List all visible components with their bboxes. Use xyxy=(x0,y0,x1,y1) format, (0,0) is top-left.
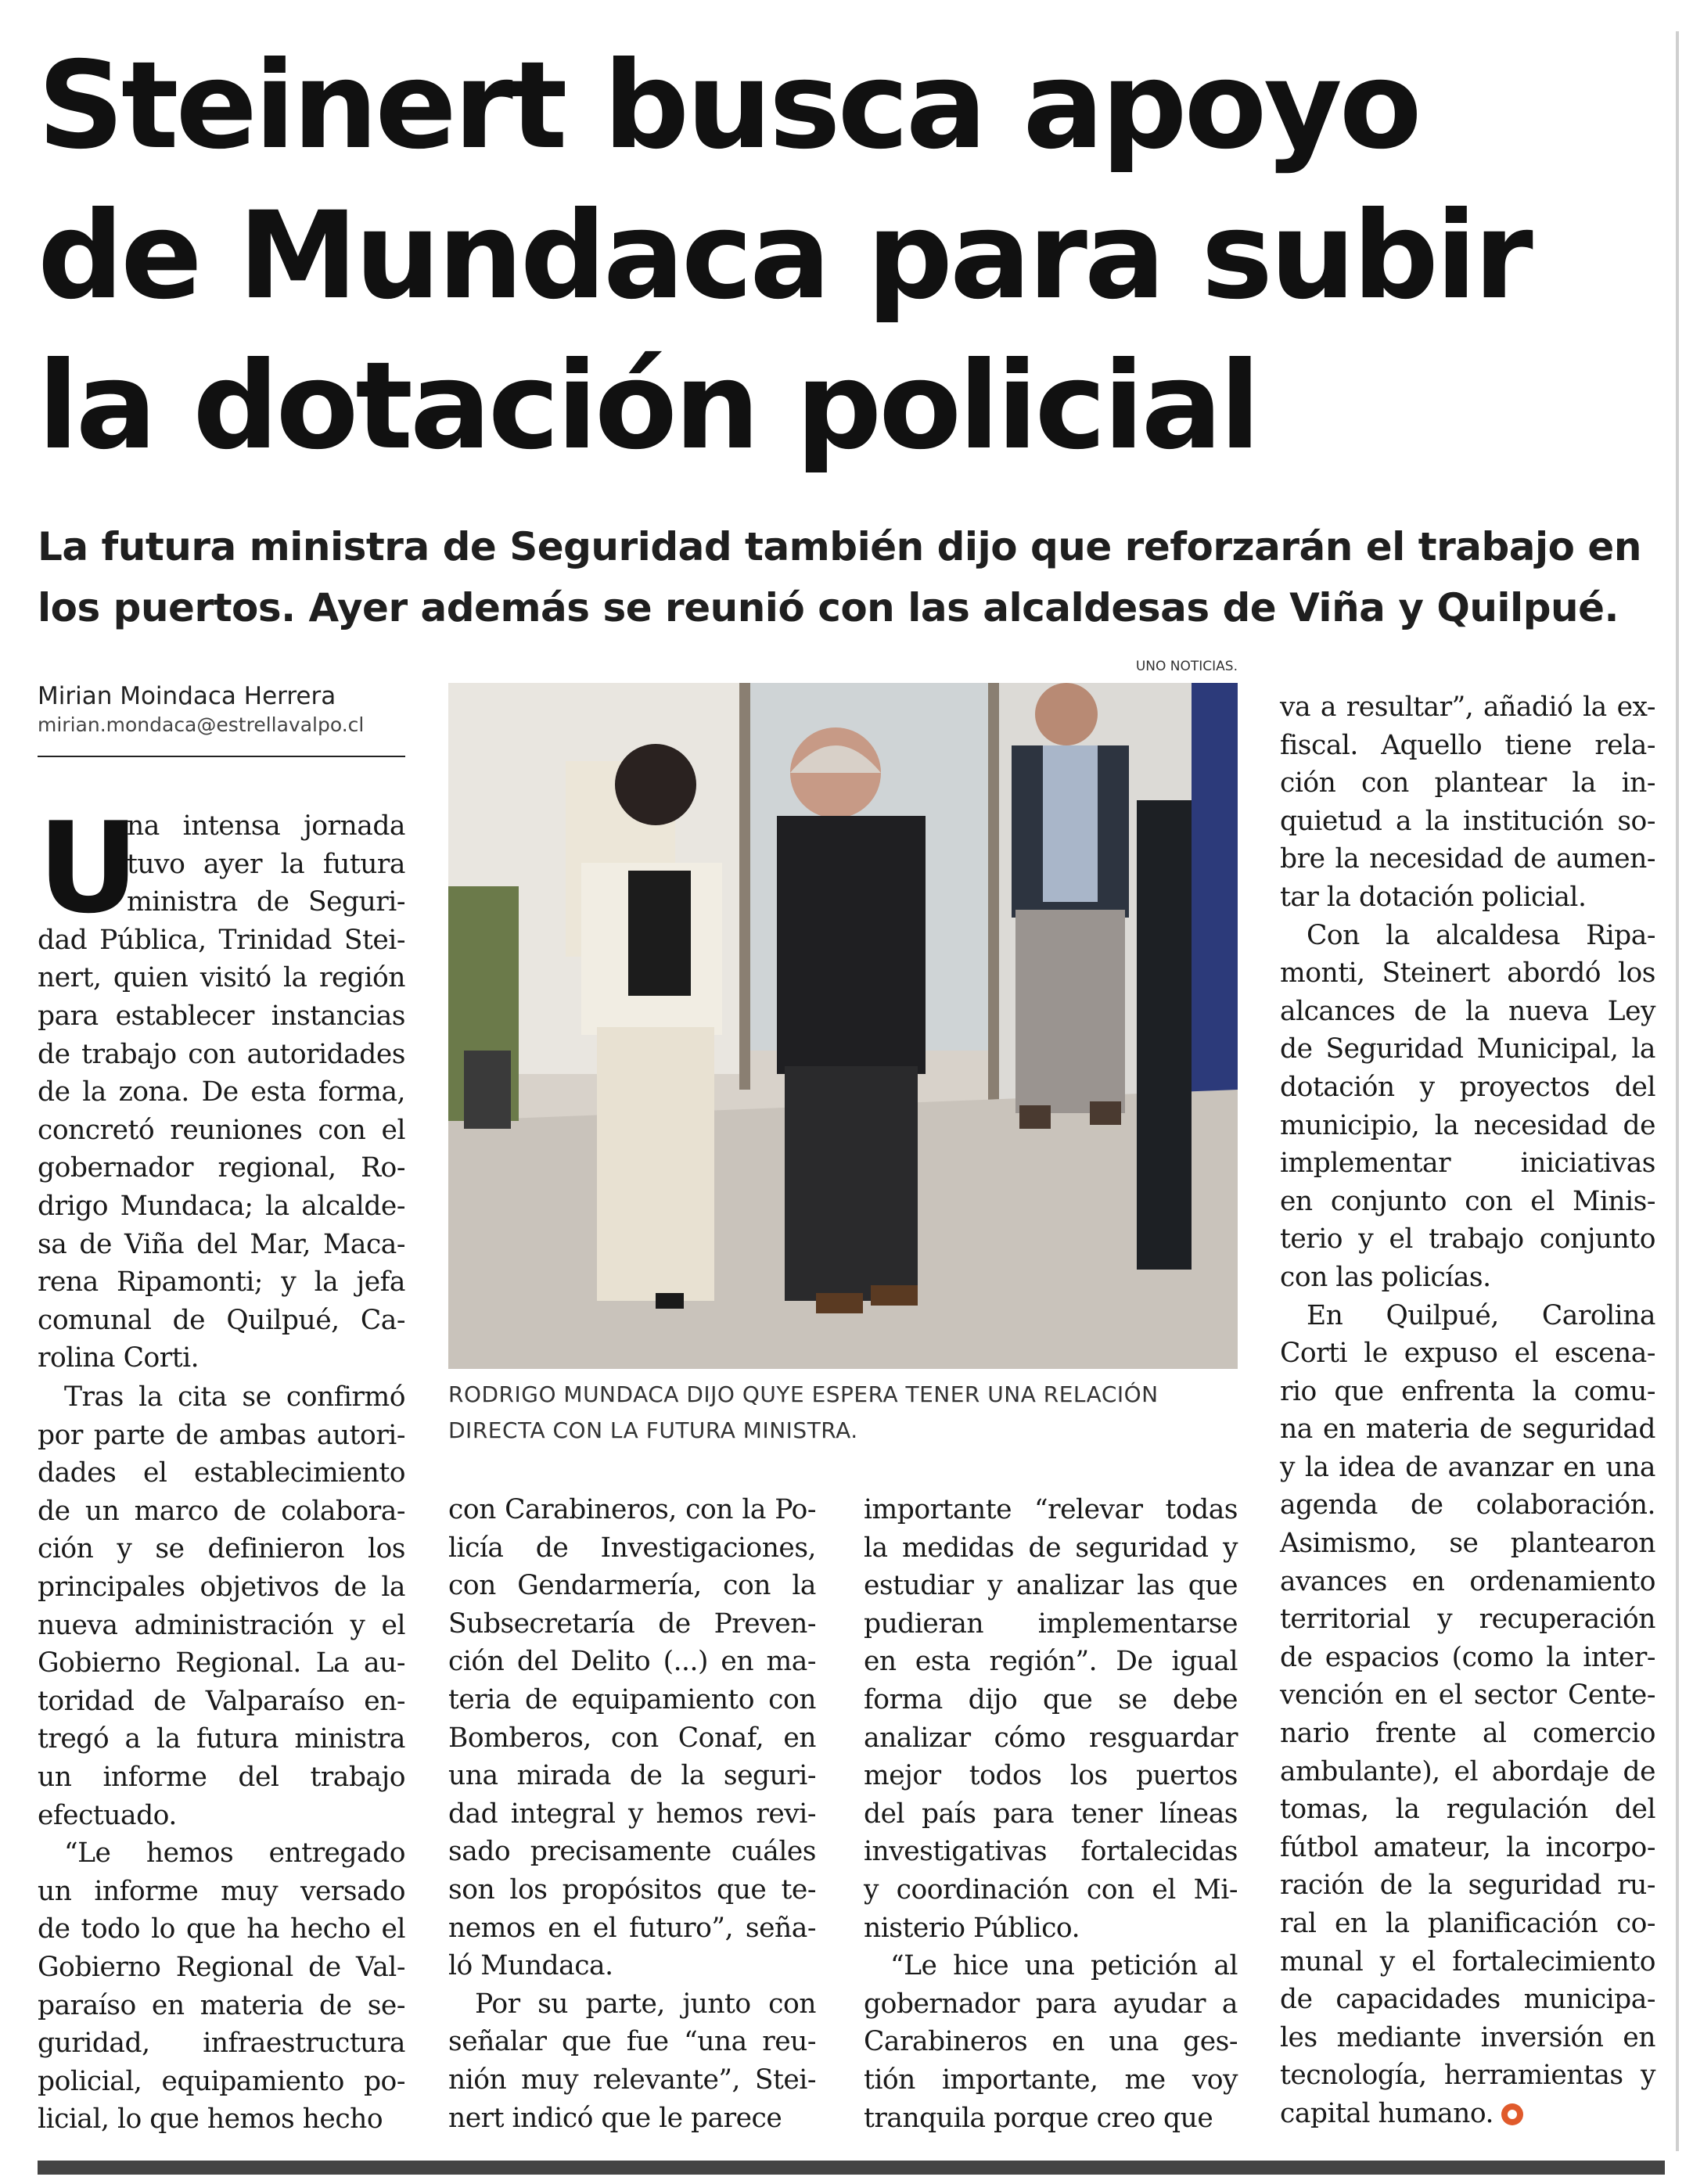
text-line: En Quilpué, Carolina xyxy=(1280,1299,1655,1331)
text-line: de Seguridad Municipal, la xyxy=(1280,1033,1655,1065)
text-line: fiscal. Aquello tiene rela- xyxy=(1280,729,1655,761)
text-line: tuvo ayer la futura xyxy=(127,848,405,880)
text-line: un informe muy versado xyxy=(38,1875,405,1907)
text-line: Bomberos, con Conaf, en xyxy=(448,1722,816,1754)
byline xyxy=(38,681,405,738)
text-line: estudiar y analizar las que xyxy=(864,1570,1238,1602)
text-line: un informe del trabajo xyxy=(38,1761,405,1793)
text-line: les mediante inversión en xyxy=(1280,2021,1655,2053)
text-line: nueva administración y el xyxy=(38,1609,405,1641)
drop-cap: U xyxy=(38,795,139,941)
text-line: en conjunto con el Minis- xyxy=(1280,1185,1655,1217)
caption-line: DIRECTA CON LA FUTURA MINISTRA. xyxy=(448,1417,858,1443)
text-line: principales objetivos de la xyxy=(38,1571,405,1603)
text-line: tión importante, me voy xyxy=(864,2064,1238,2096)
text-line: importante “relevar todas xyxy=(864,1494,1238,1525)
caption-line: RODRIGO MUNDACA DIJO QUYE ESPERA TENER UNA RELACIÓN xyxy=(448,1381,1159,1407)
text-line: ambulante), el abordaje de xyxy=(1280,1755,1655,1787)
text-line: ral en la planificación co- xyxy=(1280,1908,1655,1939)
text-line: y la idea de avanzar en una xyxy=(1280,1451,1655,1483)
deck xyxy=(38,516,1665,638)
headline-line: Steinert busca apoyo xyxy=(38,36,1419,176)
end-of-article-icon xyxy=(1501,2103,1523,2125)
text-line: son los propósitos que te- xyxy=(448,1873,816,1906)
text-line: investigativas fortalecidas xyxy=(864,1836,1238,1868)
text-line: analizar cómo resguardar xyxy=(864,1722,1238,1754)
text-line: comunal de Quilpué, Ca- xyxy=(38,1304,405,1336)
text-line: sado precisamente cuáles xyxy=(448,1836,816,1868)
text-line: avances en ordenamiento xyxy=(1280,1565,1655,1597)
text-line: licía de Investigaciones, xyxy=(448,1532,816,1564)
text-line: de capacidades municipa- xyxy=(1280,1984,1655,2016)
text-line: Asimismo, se plantearon xyxy=(1280,1528,1655,1560)
text-line: nisterio Público. xyxy=(864,1912,1080,1944)
text-line: tecnología, herramientas y xyxy=(1280,2060,1655,2092)
text-line: terio y el trabajo conjunto xyxy=(1280,1223,1655,1255)
text-line: señalar que fue “una reu- xyxy=(448,2026,816,2058)
text-line: y coordinación con el Mi- xyxy=(864,1873,1238,1906)
text-line: ción con plantear la in- xyxy=(1280,767,1655,799)
text-line: dotación y proyectos del xyxy=(1280,1071,1655,1103)
text-line: en esta región”. De igual xyxy=(864,1646,1238,1678)
text-line: Carabineros en una ges- xyxy=(864,2026,1238,2058)
byline-rule xyxy=(38,756,405,757)
text-line: “Le hice una petición al xyxy=(864,1950,1238,1982)
text-line: tregó a la futura ministra xyxy=(38,1723,405,1755)
text-line: tar la dotación policial. xyxy=(1280,881,1587,913)
text-line: efectuado. xyxy=(38,1799,177,1831)
text-line: Gobierno Regional. La au- xyxy=(38,1647,405,1679)
text-line: guridad, infraestructura xyxy=(38,2028,405,2060)
text-line: alcances de la nueva Ley xyxy=(1280,995,1655,1027)
text-line: licial, lo que hemos hecho xyxy=(38,2103,383,2136)
text-line: gobernador regional, Ro- xyxy=(38,1152,405,1184)
text-line: una mirada de la seguri- xyxy=(448,1760,816,1792)
text-line: forma dijo que se debe xyxy=(864,1683,1238,1715)
text-line: Corti le expuso el escena- xyxy=(1280,1338,1655,1370)
text-line: nemos en el futuro”, seña- xyxy=(448,1912,816,1944)
text-line: implementar iniciativas xyxy=(1280,1148,1655,1180)
author-email[interactable]: mirian.mondaca@estrellavalpo.cl xyxy=(38,713,365,736)
photo-illustration xyxy=(448,683,1238,1369)
photo-credit: UNO NOTICIAS. xyxy=(1135,659,1238,674)
text-line: nión muy relevante”, Stei- xyxy=(448,2064,816,2096)
article-column-1 xyxy=(38,795,405,1378)
text-line: ló Mundaca. xyxy=(448,1950,613,1982)
article-column-4 xyxy=(1280,688,1655,2133)
text-line: de un marco de colabora- xyxy=(38,1495,405,1527)
deck-line: los puertos. Ayer además se reunió con las alcaldesas de Viña y Quilpué. xyxy=(38,585,1619,630)
headline xyxy=(38,31,1665,482)
article-column-2 xyxy=(448,1491,816,2137)
text-line: de la zona. De esta forma, xyxy=(38,1076,405,1108)
text-line: territorial y recuperación xyxy=(1280,1604,1655,1636)
text-line: vención en el sector Cente- xyxy=(1280,1679,1655,1712)
text-line: ción y se definieron los xyxy=(38,1533,405,1565)
text-line: teria de equipamiento con xyxy=(448,1683,816,1715)
text-line: policial, equipamiento po- xyxy=(38,2065,405,2097)
text-line: rolina Corti. xyxy=(38,1342,199,1374)
text-line: bre la necesidad de aumen- xyxy=(1280,843,1655,875)
text-line: mejor todos los puertos xyxy=(864,1760,1238,1792)
text-line: con las policías. xyxy=(1280,1261,1491,1293)
text-line: na en materia de seguridad xyxy=(1280,1413,1655,1446)
text-line: sa de Viña del Mar, Maca- xyxy=(38,1228,405,1260)
text-line: munal y el fortalecimiento xyxy=(1280,1945,1655,1977)
text-line: de espacios (como la inter- xyxy=(1280,1641,1655,1673)
text-line: monti, Steinert abordó los xyxy=(1280,957,1655,990)
footer-bar xyxy=(38,2161,1665,2175)
text-line: na intensa jornada xyxy=(127,810,405,842)
text-line: dad Pública, Trinidad Stei- xyxy=(38,924,405,956)
text-line: ción del Delito (...) en ma- xyxy=(448,1646,816,1678)
text-line: capital humano. xyxy=(1280,2095,1655,2133)
text-line: de todo lo que ha hecho el xyxy=(38,1913,405,1945)
text-line: fútbol amateur, la incorpo- xyxy=(1280,1831,1655,1863)
headline-line: la dotación policial xyxy=(38,336,1258,476)
text-line: gobernador para ayudar a xyxy=(864,1988,1238,2020)
text-line: nario frente al comercio xyxy=(1280,1718,1655,1750)
text-line: pudieran implementarse xyxy=(864,1607,1238,1640)
text-line: rio que enfrenta la comu- xyxy=(1280,1375,1655,1407)
text-line: tranquila porque creo que xyxy=(864,2102,1213,2134)
text-line: nert indicó que le parece xyxy=(448,2102,782,2134)
article-column-1-continued xyxy=(38,1378,405,2139)
text-line: toridad de Valparaíso en- xyxy=(38,1685,405,1717)
text-line: va a resultar”, añadió la ex- xyxy=(1280,691,1655,723)
article-photo xyxy=(448,683,1238,1369)
article-column-3 xyxy=(864,1491,1238,2137)
text-line: ministra de Seguri- xyxy=(127,886,405,918)
text-line: Tras la cita se confirmó xyxy=(38,1381,405,1413)
photo-caption xyxy=(448,1377,1238,1449)
column-rule xyxy=(1676,31,1679,2151)
text-line: dad integral y hemos revi- xyxy=(448,1798,816,1830)
text-line: quietud a la institución so- xyxy=(1280,805,1655,837)
text-line: dades el establecimiento xyxy=(38,1457,405,1489)
text-line: Subsecretaría de Preven- xyxy=(448,1607,816,1640)
text-line: tomas, la regulación del xyxy=(1280,1794,1655,1826)
text-line: de trabajo con autoridades xyxy=(38,1038,405,1070)
text-line: agenda de colaboración. xyxy=(1280,1489,1655,1521)
text-line: municipio, la necesidad de xyxy=(1280,1109,1655,1141)
text-line: drigo Mundaca; la alcalde- xyxy=(38,1190,405,1222)
text-line: la medidas de seguridad y xyxy=(864,1532,1238,1564)
text-line: del país para tener líneas xyxy=(864,1798,1238,1830)
text-line: para establecer instancias xyxy=(38,1000,405,1032)
text-line: “Le hemos entregado xyxy=(38,1837,405,1870)
author-name: Mirian Moindaca Herrera xyxy=(38,682,336,710)
text-line: Con la alcaldesa Ripa- xyxy=(1280,919,1655,951)
text-line: paraíso en materia de se- xyxy=(38,1989,405,2021)
text-line: con Gendarmería, con la xyxy=(448,1570,816,1602)
text-line: con Carabineros, con la Po- xyxy=(448,1494,816,1525)
text-line: rena Ripamonti; y la jefa xyxy=(38,1266,405,1299)
text-line: Gobierno Regional de Val- xyxy=(38,1951,405,1983)
text-line: por parte de ambas autori- xyxy=(38,1419,405,1451)
text-line: concretó reuniones con el xyxy=(38,1114,405,1146)
text-line: Por su parte, junto con xyxy=(448,1988,816,2020)
headline-line: de Mundaca para subir xyxy=(38,186,1530,326)
text-line: ración de la seguridad ru- xyxy=(1280,1870,1655,1902)
text-line: nert, quien visitó la región xyxy=(38,962,405,994)
deck-line: La futura ministra de Seguridad también dijo que reforzarán el trabajo en xyxy=(38,524,1641,569)
